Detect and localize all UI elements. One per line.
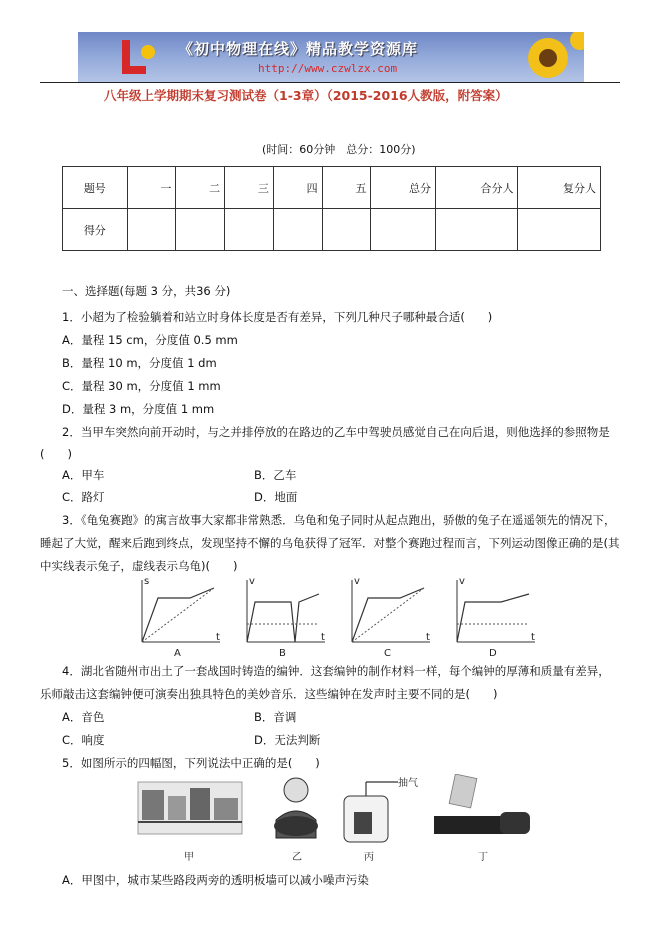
header-rule <box>40 82 620 83</box>
figure-jia <box>138 782 242 863</box>
score-input-cell[interactable] <box>371 209 436 251</box>
question-5-figures <box>134 774 544 866</box>
score-input-cell[interactable] <box>436 209 518 251</box>
question-1-option-b: B．量程 10 m，分度值 1 dm <box>62 356 217 370</box>
table-cell: 一 <box>127 167 176 209</box>
graph-a <box>142 576 220 658</box>
score-input-cell[interactable] <box>273 209 322 251</box>
score-table-header-row <box>63 167 601 209</box>
axis-label: v <box>459 576 465 587</box>
question-5-option-a: A．甲图中，城市某些路段两旁的透明板墙可以减小噪声污染 <box>62 873 369 887</box>
question-4-option-b: B．音调 <box>254 710 297 724</box>
figure-ding <box>434 774 530 863</box>
figure-bing <box>344 776 418 863</box>
table-cell: 复分人 <box>518 167 601 209</box>
exam-time-score: (时间：60分钟 总分：100分) <box>262 143 416 156</box>
graph-b <box>247 576 325 658</box>
axis-label: v <box>354 576 360 587</box>
question-4-option-a: A．音色 <box>62 710 105 724</box>
figure-label: 乙 <box>292 852 302 863</box>
question-2-option-a: A．甲车 <box>62 468 105 482</box>
question-1-option-d: D．量程 3 m，分度值 1 mm <box>62 402 215 416</box>
figure-yi <box>274 778 318 863</box>
question-4-option-d: D．无法判断 <box>254 733 321 747</box>
question-2-stem: 2．当甲车突然向前开动时，与之并排停放的在路边的乙车中驾驶员感觉自己在向后退，则他选择的参照物是 <box>62 425 610 439</box>
page-title: 八年级上学期期末复习测试卷（1-3章）（2015-2016人教版，附答案） <box>104 88 508 103</box>
score-table <box>62 166 601 251</box>
axis-label: t <box>531 632 535 643</box>
question-2-option-b: B．乙车 <box>254 468 297 482</box>
score-input-cell[interactable] <box>322 209 371 251</box>
question-4-stem-line2: 乐师敲击这套编钟便可演奏出独具特色的美妙音乐．这些编钟在发声时主要不同的是( ) <box>40 687 498 701</box>
question-2-option-c: C．路灯 <box>62 490 105 504</box>
score-input-cell[interactable] <box>225 209 274 251</box>
graph-label: B <box>279 648 286 658</box>
graph-label: A <box>174 648 181 658</box>
bell-jar-label: 抽气 <box>398 778 418 789</box>
table-cell: 得分 <box>63 209 128 251</box>
question-2-option-d: D．地面 <box>254 490 298 504</box>
axis-label: t <box>426 632 430 643</box>
score-input-cell[interactable] <box>518 209 601 251</box>
question-1-option-a: A．量程 15 cm，分度值 0.5 mm <box>62 333 238 347</box>
graph-d <box>457 576 535 658</box>
table-cell: 二 <box>176 167 225 209</box>
axis-label: t <box>321 632 325 643</box>
table-cell: 四 <box>273 167 322 209</box>
figure-label: 甲 <box>184 852 194 863</box>
site-logo-icon <box>108 32 168 82</box>
table-cell: 合分人 <box>436 167 518 209</box>
question-4-option-c: C．响度 <box>62 733 105 747</box>
graph-label: C <box>384 648 391 658</box>
figure-label: 丙 <box>364 852 374 863</box>
table-cell: 三 <box>225 167 274 209</box>
site-url[interactable]: http://www.czwlzx.com <box>258 62 398 75</box>
figure-label: 丁 <box>478 852 488 863</box>
site-title: 《初中物理在线》精品教学资源库 <box>178 40 419 58</box>
graph-c <box>352 576 430 658</box>
axis-label: t <box>216 632 220 643</box>
question-5-stem: 5．如图所示的四幅图，下列说法中正确的是( ) <box>62 756 320 770</box>
table-cell: 总分 <box>371 167 436 209</box>
axis-label: v <box>249 576 255 587</box>
score-input-cell[interactable] <box>176 209 225 251</box>
question-3-stem: 3．《龟兔赛跑》的寓言故事大家都非常熟悉．乌龟和兔子同时从起点跑出，骄傲的兔子在遥遥领先的情况下， <box>62 513 616 527</box>
header-banner <box>78 32 584 82</box>
question-3-stem-line3: 中实线表示兔子，虚线表示乌龟)( ) <box>40 559 238 573</box>
question-3-stem-line2: 睡起了大觉，醒来后跑到终点，发现坚持不懈的乌龟获得了冠军．对整个赛跑过程而言，下列运动图像正确的是(其 <box>40 536 620 550</box>
score-table-score-row <box>63 209 601 251</box>
graph-label: D <box>489 648 497 658</box>
question-3-graphs <box>120 574 540 658</box>
question-1-option-c: C．量程 30 m，分度值 1 mm <box>62 379 221 393</box>
question-2-stem-cont: ( ) <box>40 447 72 461</box>
sunflower-icon <box>508 32 584 82</box>
section-heading: 一、选择题(每题 3 分，共36 分) <box>62 284 231 298</box>
score-input-cell[interactable] <box>127 209 176 251</box>
axis-label: s <box>144 576 150 587</box>
question-1-stem: 1．小超为了检验躺着和站立时身体长度是否有差异，下列几种尺子哪种最合适( ) <box>62 310 493 324</box>
question-4-stem: 4．湖北省随州市出土了一套战国时铸造的编钟．这套编钟的制作材料一样，每个编钟的厚薄和质量有差异， <box>62 664 610 678</box>
table-cell: 五 <box>322 167 371 209</box>
table-cell: 题号 <box>63 167 128 209</box>
